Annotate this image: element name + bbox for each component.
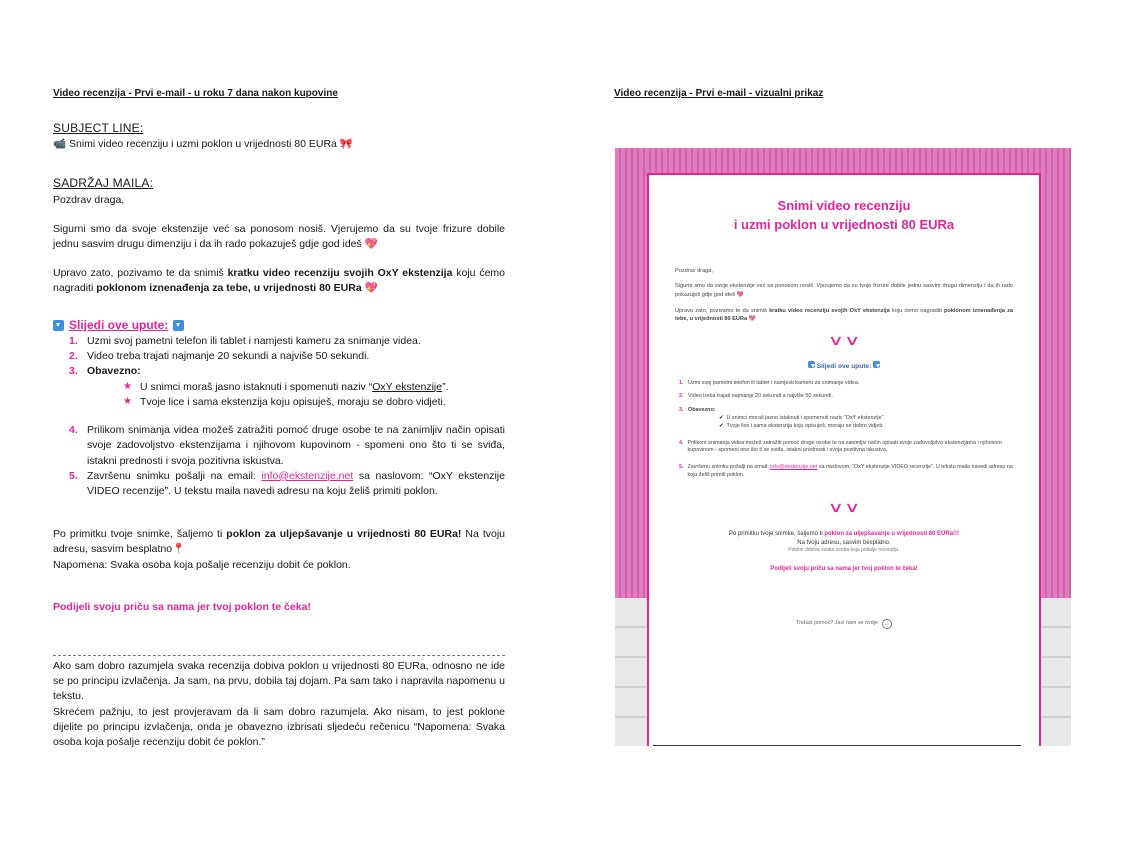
list-item: 4. Prilikom snimanja videa možeš zatražiti pomoć druge osobe te na zanimljiv način opisati svoje zadovoljstvo ekstenzijama i njihovom kupovinom - spomeni ono što ti se sviđa, istakni prednosti i svoja pozitivna iskustva.	[679, 439, 1002, 454]
heart-icon: 💖	[364, 282, 378, 295]
email-steps-title: Slijedi ove upute:	[649, 361, 1039, 372]
steps-list	[69, 334, 505, 380]
list-item: ✔ U snimci moraš jasno istaknuti i spomenuti naziv “OxY ekstenzije”.	[719, 415, 885, 421]
email-link[interactable]: info@ekstenzije.net	[261, 469, 354, 482]
list-item: 4. Prilikom snimanja videa možeš zatražiti pomoć druge osobe te na zanimljiv način opisati svoje zadovoljstvo ekstenzijama i njihovom kupovinom - spomeni ono što ti se sviđa, istakni prednosti i svoja pozitivna iskustva.	[69, 424, 505, 467]
list-item: ★ U snimci moraš jasno istaknuti i spomenuti naziv “OxY ekstenzije”.	[123, 380, 505, 395]
paragraph-2: Upravo zato, pozivamo te da snimiš kratku video recenziju svojih OxY ekstenzija koju ćemo nagraditi poklonom iznenađenja za tebe, u vrijednosti 80 EURa 💖	[53, 267, 505, 295]
list-item: ✔ Tvoje lice i sama ekstenzija koju opisuješ, moraju se dobro vidjeti.	[719, 422, 884, 429]
greeting: Pozdrav draga,	[53, 193, 125, 206]
email-link[interactable]: info@ekstenzije.net	[770, 464, 818, 471]
arrow-right-icon[interactable]: →	[883, 621, 890, 628]
ribbon-bow-icon: 🎀	[339, 137, 353, 150]
check-icon: ✔	[719, 415, 724, 421]
requirement-list	[123, 380, 505, 410]
email-card	[647, 173, 1041, 746]
list-item: 2. Video treba trajati najmanje 20 sekundi a najviše 50 sekundi.	[679, 393, 833, 400]
down-arrow-icon	[873, 361, 880, 368]
list-item: 5. Završenu snimku pošalji na email: info@ekstenzije.net sa naslovom: “OxY ekstenzije VIDEO recenzije”. U tekstu maila navedi adresu na koju želiš primiti poklon.	[679, 464, 1013, 479]
pin-icon: 📍	[172, 543, 186, 556]
list-item: ★ Tvoje lice i sama ekstenzija koju opisuješ, moraju se dobro vidjeti.	[123, 395, 505, 410]
subject-text: Snimi video recenziju i uzmi poklon u vrijednosti 80 EURa	[69, 137, 337, 150]
list-item: 1. Uzmi svoj pametni telefon ili tablet i namjesti kameru za snimanje videa.	[69, 334, 421, 347]
list-item: 3. Obavezno:	[679, 407, 716, 414]
email-paragraph-2: Upravo zato, pozivamo te da snimiš kratku video recenziju svojih OxY ekstenzija koju ćemo nagraditi poklonom iznenađenja za tebe, u vrijednosti 80 EURa 💖	[675, 307, 1013, 323]
video-camera-icon: 📹	[53, 137, 67, 150]
check-icon: ✔	[719, 422, 724, 429]
email-paragraph-1: Sigurni smo da svoje ekstenzije već sa ponosom nosiš. Vjerujemo da su tvoje frizure dobile jednu sasvim drugu dimenziju i da ih rado pokazuješ gdje god ideš 💖	[675, 283, 1013, 298]
list-item: 5. Završenu snimku pošalji na email: info@ekstenzije.net sa naslovom: “OxY ekstenzije VIDEO recenzije”. U tekstu maila navedi adresu na koju želiš primiti poklon.	[69, 469, 505, 497]
document-left	[53, 87, 505, 750]
chevron-down-icon: ∨∨	[827, 331, 861, 348]
document-heading: Video recenzija - Prvi e-mail - u roku 7 dana nakon kupovine	[53, 88, 338, 99]
down-arrow-icon	[173, 320, 184, 331]
note-line: Napomena: Svaka osoba koja pošalje recenziju dobit će poklon.	[53, 558, 351, 571]
author-note-2: Skrećem pažnju, to jest provjeravam da li sam dobro razumjela. Ako nisam, to jest poklone dijelite po principu izvlačenja, onda je obavezno izbrisati sljedeću rečenicu “Napomena: Svaka osoba koja pošalje recenziju dobit će poklon.”	[53, 705, 505, 749]
email-footer: Po primitku tvoje snimke, šaljemo ti poklon za uljepšavanje u vrijednosti 80 EURa!!! Na tvoju adresu, sasvim besplatno. Poklon dobiva svaka osoba koja pošalje recenziju. Podijeli svoju priču sa nama jer tvoj poklon te čeka!	[649, 530, 1039, 573]
down-arrow-icon	[53, 320, 64, 331]
dashed-divider	[53, 655, 505, 656]
paragraph-3: Po primitku tvoje snimke, šaljemo ti poklon za uljepšavanje u vrijednosti 80 EURa! Na tvoju adresu, sasvim besplatno📍	[53, 528, 506, 556]
down-arrow-icon	[808, 361, 815, 368]
email-greeting: Pozdrav draga,	[675, 267, 713, 274]
author-note-1: Ako sam dobro razumjela svaka recenzija dobiva poklon u vrijednosti 80 EURa, odnosno ne ide se po principu izvlačenja. Ja sam, na prvu, dobila taj dojam. Pa sam tako i napravila napomenu u tekstu.	[53, 660, 505, 703]
content-label: SADRŽAJ MAILA:	[53, 176, 154, 191]
help-row[interactable]: Trebaš pomoć? Javi nam se ovdje →	[796, 620, 890, 628]
subject-line-label: SUBJECT LINE:	[53, 120, 144, 135]
star-icon: ★	[123, 395, 132, 407]
list-item: 3. Obavezno:	[69, 365, 141, 378]
email-body	[649, 267, 1039, 324]
email-steps-list	[679, 380, 1019, 480]
paragraph-1: Sigurni smo da svoje ekstenzije već sa ponosom nosiš. Vjerujemo da su tvoje frizure dobile jednu sasvim drugu dimenziju i da ih rado pokazuješ gdje god ideš 💖	[53, 222, 505, 250]
preview-heading: Video recenzija - Prvi e-mail - vizualni prikaz	[614, 88, 824, 99]
star-icon: ★	[123, 380, 132, 392]
steps-title: Slijedi ove upute:	[53, 317, 505, 334]
steps-list-continued	[69, 423, 505, 499]
subject-line	[53, 137, 505, 152]
email-title: Snimi video recenziju i uzmi poklon u vrijednosti 80 EURa	[733, 198, 955, 232]
call-to-action: Podijeli svoju priču sa nama jer tvoj poklon te čeka!	[53, 600, 311, 613]
list-item: 1. Uzmi svoj pametni telefon ili tablet i namjesti kameru za snimanje videa.	[679, 379, 860, 386]
list-item: 2. Video treba trajati najmanje 20 sekundi a najviše 50 sekundi.	[69, 350, 370, 363]
divider	[653, 745, 1021, 746]
heart-icon: 💖	[364, 237, 378, 250]
email-preview	[615, 148, 1071, 746]
chevron-down-icon: ∨∨	[827, 498, 861, 515]
email-cta: Podijeli svoju priču sa nama jer tvoj poklon te čeka!	[770, 565, 918, 572]
